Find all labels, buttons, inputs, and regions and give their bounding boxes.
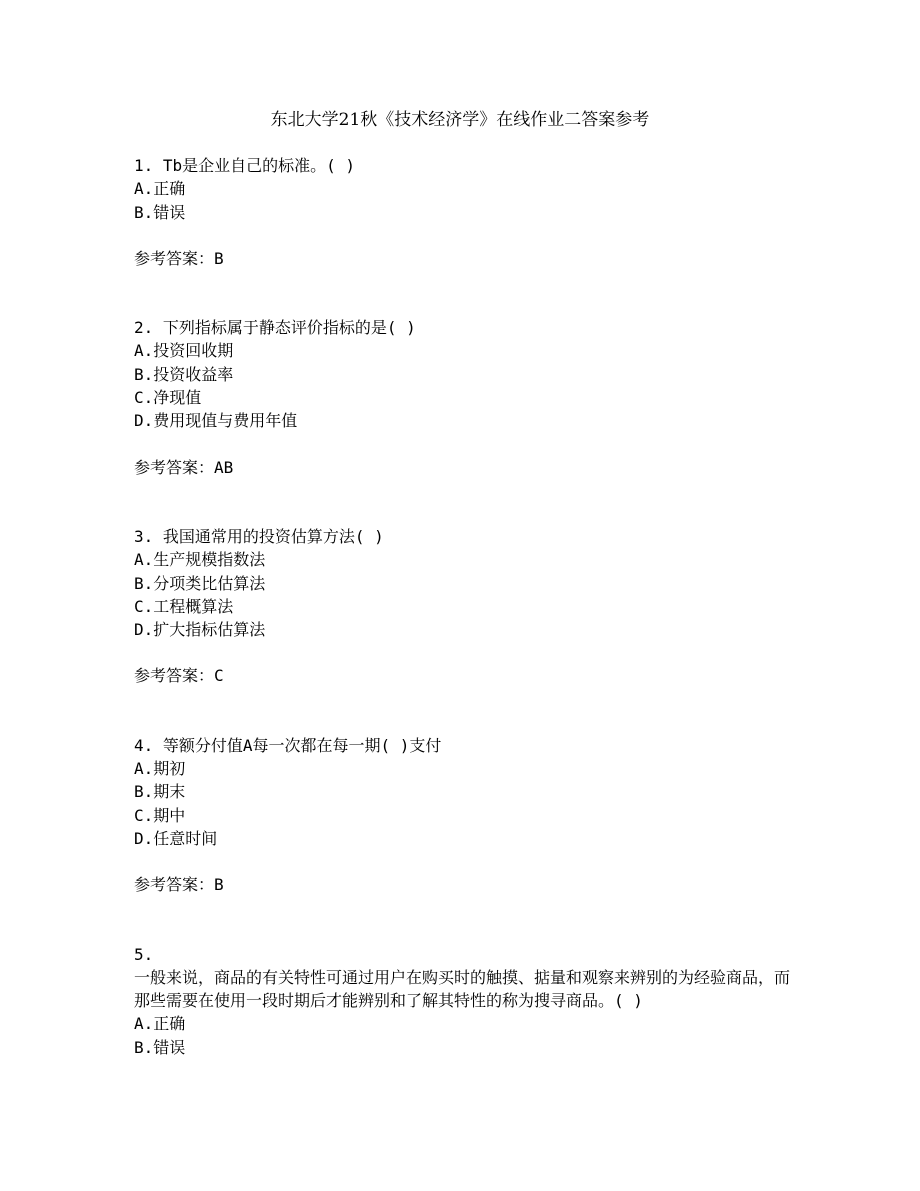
reference-answer: 参考答案：AB [134, 457, 234, 477]
question-list [134, 154, 794, 1059]
option-a: A.正确 [134, 1014, 186, 1034]
question-4 [134, 734, 794, 897]
option-d: D.费用现值与费用年值 [134, 411, 298, 431]
option-d: D.任意时间 [134, 828, 218, 848]
option-a: A.生产规模指数法 [134, 550, 266, 570]
question-number: 5. [134, 944, 154, 964]
reference-answer: 参考答案：B [134, 248, 224, 268]
option-b: B.错误 [134, 202, 186, 222]
option-a: A.正确 [134, 179, 186, 199]
reference-answer: 参考答案：B [134, 875, 224, 895]
option-b: B.期末 [134, 782, 186, 802]
option-d: D.扩大指标估算法 [134, 620, 266, 640]
option-a: A.期初 [134, 759, 186, 779]
option-b: B.错误 [134, 1037, 186, 1057]
option-c: C.工程概算法 [134, 596, 234, 616]
question-5 [134, 943, 794, 1059]
question-stem: 一般来说，商品的有关特性可通过用户在购买时的触摸、掂量和观察来辨别的为经验商品，而那些需要在使用一段时期后才能辨别和了解其特性的称为搜寻商品。( ) [134, 967, 791, 1011]
reference-answer: 参考答案：C [134, 666, 224, 686]
question-stem: 1. Tb是企业自己的标准。( ) [134, 156, 356, 175]
question-3 [134, 525, 794, 688]
question-stem: 3. 我国通常用的投资估算方法( ) [134, 526, 384, 546]
option-b: B.投资收益率 [134, 364, 234, 384]
question-stem: 2. 下列指标属于静态评价指标的是( ) [134, 318, 416, 338]
question-2 [134, 316, 794, 479]
option-a: A.投资回收期 [134, 341, 234, 361]
option-b: B.分项类比估算法 [134, 573, 266, 593]
question-1 [134, 154, 794, 270]
option-c: C.期中 [134, 805, 186, 825]
page-title: 东北大学21秋《技术经济学》在线作业二答案参考 [270, 110, 650, 130]
option-c: C.净现值 [134, 388, 202, 408]
question-stem: 4. 等额分付值A每一次都在每一期( )支付 [134, 735, 442, 755]
